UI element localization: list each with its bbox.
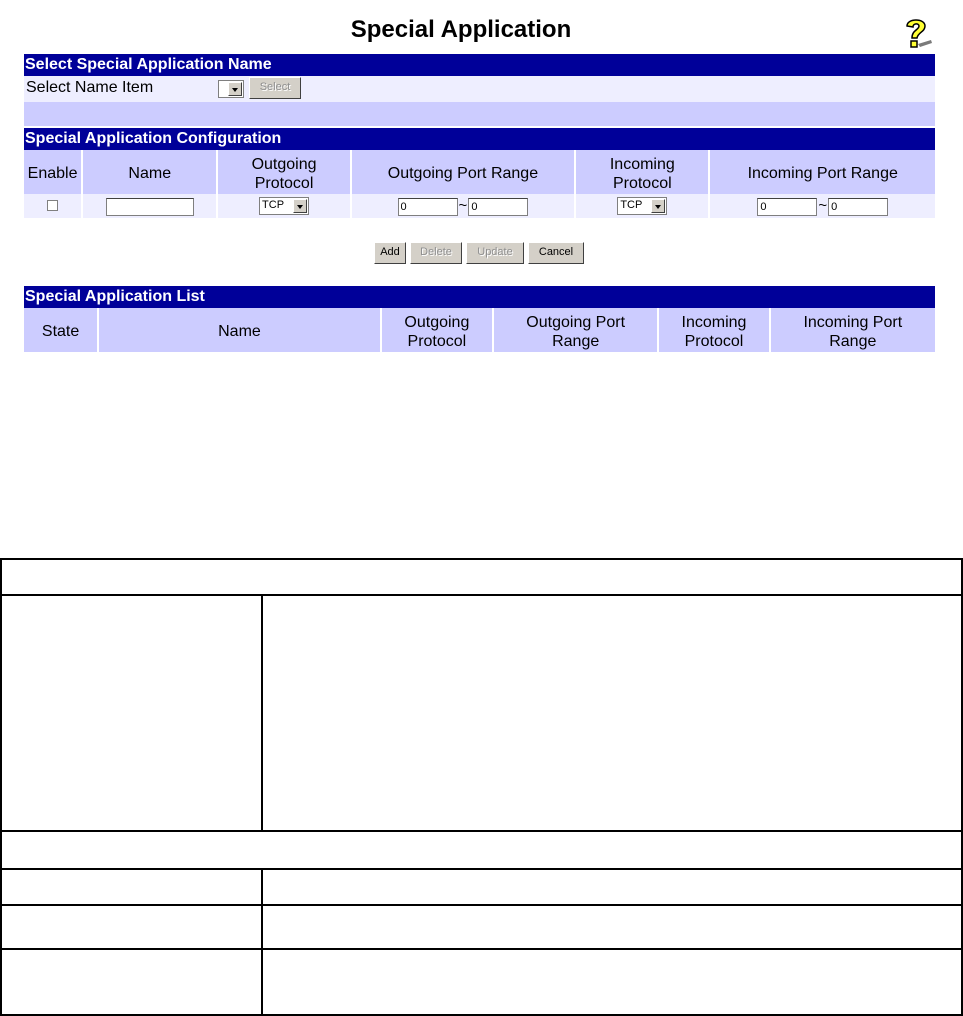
col-outgoing-protocol: Outgoing Protocol	[218, 150, 349, 194]
outgoing-port-start-input[interactable]	[398, 198, 458, 216]
page-title: Special Application	[350, 16, 572, 43]
config-header: Special Application Configuration	[24, 128, 935, 150]
name-input[interactable]	[106, 198, 194, 216]
col-incoming-protocol: Incoming Protocol	[576, 150, 708, 194]
col-name: Name	[83, 150, 216, 194]
config-table	[22, 150, 937, 218]
chevron-down-icon	[228, 82, 242, 96]
incoming-port-end-input[interactable]	[828, 198, 888, 216]
doc-table-section-row	[1, 831, 962, 869]
col-incoming-port-range: Incoming Port Range	[710, 150, 935, 194]
question-mark-icon[interactable]	[898, 14, 934, 50]
select-button[interactable]: Select	[249, 77, 301, 99]
incoming-protocol-select[interactable]: TCP	[617, 197, 667, 215]
config-row	[24, 194, 935, 218]
range-separator: ~	[458, 196, 468, 214]
outgoing-port-end-input[interactable]	[468, 198, 528, 216]
doc-table-cell	[262, 949, 962, 1015]
chevron-down-icon	[651, 199, 665, 213]
col-enable: Enable	[24, 150, 81, 194]
list-section	[24, 286, 935, 352]
name-item-dropdown[interactable]	[218, 80, 244, 98]
select-name-label: Select Name Item	[26, 79, 154, 96]
list-col-outgoing-port-range: Outgoing Port Range	[494, 308, 657, 352]
list-table	[22, 308, 937, 352]
list-col-outgoing-protocol: Outgoing Protocol	[382, 308, 492, 352]
select-name-row	[24, 76, 935, 102]
doc-table-cell	[1, 949, 262, 1015]
select-name-header: Select Special Application Name	[24, 54, 935, 76]
chevron-down-icon	[293, 199, 307, 213]
config-section	[24, 128, 935, 218]
list-col-name: Name	[99, 308, 380, 352]
doc-table-cell	[1, 595, 262, 831]
incoming-port-start-input[interactable]	[757, 198, 817, 216]
doc-table-cell	[1, 869, 262, 905]
list-header: Special Application List	[24, 286, 935, 308]
doc-table-cell	[262, 869, 962, 905]
doc-table-cell	[1, 905, 262, 949]
add-button[interactable]: Add	[374, 242, 406, 264]
col-outgoing-port-range: Outgoing Port Range	[352, 150, 574, 194]
delete-button[interactable]: Delete	[410, 242, 462, 264]
outgoing-protocol-select[interactable]: TCP	[259, 197, 309, 215]
cancel-button[interactable]: Cancel	[528, 242, 584, 264]
enable-checkbox[interactable]	[47, 200, 58, 211]
list-col-state: State	[24, 308, 97, 352]
list-col-incoming-protocol: Incoming Protocol	[659, 308, 768, 352]
select-name-section	[24, 54, 935, 126]
list-col-incoming-port-range: Incoming Port Range	[771, 308, 935, 352]
range-separator: ~	[818, 196, 828, 214]
doc-table-title-row	[1, 559, 962, 595]
select-name-spacer	[24, 102, 935, 126]
doc-table-cell	[262, 905, 962, 949]
doc-table-cell	[262, 595, 962, 831]
update-button[interactable]: Update	[466, 242, 524, 264]
document-table	[0, 558, 963, 1016]
